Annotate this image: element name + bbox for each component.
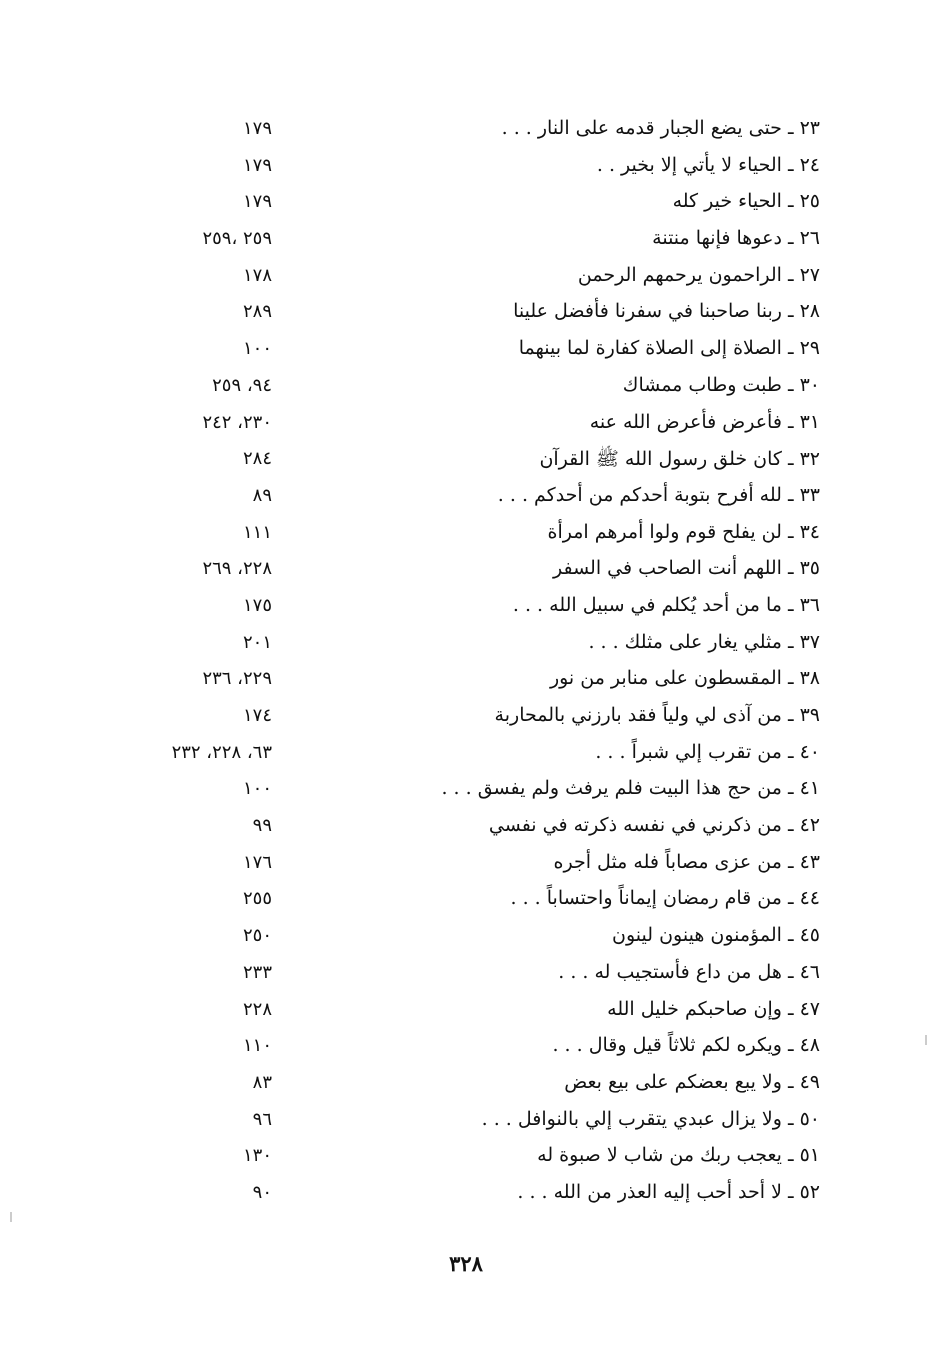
hadith-text: ٤٩ ـ ولا يبع بعضكم على بيع بعض — [564, 1070, 820, 1093]
hadith-text: ٣٣ ـ لله أفرح بتوبة أحدكم من أحدكم . . . — [497, 483, 820, 506]
hadith-text: ٣٧ ـ مثلي يغار على مثلك . . . — [588, 630, 820, 653]
hadith-text: ٤٦ ـ هل من داع فأستجيب له . . . — [558, 960, 820, 983]
index-row — [60, 150, 820, 187]
page-references: ٩٠ — [252, 1181, 272, 1203]
page-references: ١٧٩ — [242, 191, 272, 213]
hadith-text: ٣٢ ـ كان خلق رسول الله ﷺ القرآن — [539, 448, 820, 471]
page-references: ٢٥٠ — [242, 925, 272, 947]
index-list — [60, 113, 820, 1214]
hadith-text: ٥٠ ـ ولا يزال عبدي يتقرب إلي بالنوافل . . . — [481, 1107, 820, 1130]
page-references: ٢٢٩، ٢٣٦ — [202, 668, 272, 690]
index-row — [60, 333, 820, 370]
page-references: ٦٣، ٢٢٨، ٢٣٢ — [171, 741, 272, 763]
index-row — [60, 810, 820, 847]
page-references: ٢٥٩ ،٢٥٩ — [202, 228, 272, 250]
index-row — [60, 517, 820, 554]
page-references: ٢٢٨، ٢٦٩ — [202, 558, 272, 580]
hadith-text: ٢٤ ـ الحياء لا يأتي إلا بخير . . — [596, 153, 820, 176]
page-references: ١١٠ — [242, 1035, 272, 1057]
index-row — [60, 260, 820, 297]
page-references: ٨٣ — [252, 1071, 272, 1093]
page-references: ١١١ — [242, 521, 272, 543]
page-number: ٣٢٨ — [449, 1251, 483, 1276]
hadith-text: ٣٥ ـ اللهم أنت الصاحب في السفر — [553, 557, 820, 580]
hadith-text: ٣٨ ـ المقسطون على منابر من نور — [549, 667, 820, 690]
index-row — [60, 590, 820, 627]
page-references: ٩٤، ٢٥٩ — [212, 374, 272, 396]
scan-mark-left — [10, 1212, 12, 1222]
page-references: ٢٨٤ — [242, 448, 272, 470]
index-row — [60, 480, 820, 517]
hadith-text: ٤٣ ـ من عزى مصاباً فله مثل أجره — [553, 850, 820, 873]
hadith-text: ٢٥ ـ الحياء خير كله — [672, 190, 820, 213]
hadith-text: ٤٧ ـ وإن صاحبكم خليل الله — [607, 997, 820, 1020]
index-row — [60, 1177, 820, 1214]
page-references: ٢٢٨ — [242, 998, 272, 1020]
index-row — [60, 773, 820, 810]
index-row — [60, 113, 820, 150]
page-references: ١٧٨ — [242, 264, 272, 286]
index-row — [60, 627, 820, 664]
page-references: ٢٨٩ — [242, 301, 272, 323]
index-row — [60, 443, 820, 480]
page-references: ٢٠١ — [242, 631, 272, 653]
index-row — [60, 553, 820, 590]
index-row — [60, 920, 820, 957]
hadith-text: ٢٨ ـ ربنا صاحبنا في سفرنا فأفضل علينا — [513, 300, 820, 323]
hadith-text: ٤٨ ـ ويكره لكم ثلاثاً قيل وقال . . . — [552, 1034, 820, 1057]
page-references: ٩٦ — [252, 1108, 272, 1130]
index-row — [60, 1067, 820, 1104]
page-references: ٢٣٣ — [242, 961, 272, 983]
page-references: ١٧٩ — [242, 118, 272, 139]
index-row — [60, 737, 820, 774]
hadith-text: ٥٢ ـ لا أحد أحب إليه العذر من الله . . . — [517, 1180, 820, 1203]
index-row — [60, 407, 820, 444]
hadith-text: ٢٧ ـ الراحمون يرحمهم الرحمن — [577, 263, 820, 286]
page-references: ٢٥٥ — [242, 888, 272, 910]
hadith-text: ٣١ ـ فأعرض فأعرض الله عنه — [589, 410, 820, 433]
index-row — [60, 296, 820, 333]
page-references: ١٧٩ — [242, 154, 272, 176]
hadith-text: ٤١ ـ من حج هذا البيت فلم يرفث ولم يفسق . . . — [441, 777, 820, 800]
index-row — [60, 370, 820, 407]
page-references: ٨٩ — [252, 484, 272, 506]
page-references: ٢٣٠، ٢٤٢ — [202, 411, 272, 433]
page-references: ٩٩ — [252, 815, 272, 837]
page-references: ١٧٤ — [242, 705, 272, 726]
hadith-text: ٤٢ ـ من ذكرني في نفسه ذكرته في نفسي — [488, 814, 820, 837]
index-row — [60, 847, 820, 884]
index-row — [60, 1030, 820, 1067]
page-references: ١٠٠ — [242, 338, 272, 360]
hadith-text: ٥١ ـ يعجب ربك من شاب لا صبوة له — [537, 1144, 820, 1167]
index-row — [60, 1104, 820, 1141]
scan-mark-right — [925, 1035, 927, 1045]
hadith-text: ٣٠ ـ طبت وطاب ممشاك — [622, 373, 820, 396]
index-row — [60, 994, 820, 1031]
page-references: ١٧٥ — [242, 594, 272, 616]
index-row — [60, 700, 820, 737]
hadith-text: ٣٦ ـ ما من أحد يُكلم في سبيل الله . . . — [512, 593, 820, 616]
hadith-text: ٣٩ ـ من آذى لي ولياً فقد بارزني بالمحاربة — [494, 704, 820, 726]
index-row — [60, 186, 820, 223]
index-row — [60, 957, 820, 994]
hadith-text: ٤٥ ـ المؤمنون هينون لينون — [612, 924, 820, 947]
index-row — [60, 883, 820, 920]
page-references: ١٧٦ — [242, 851, 272, 873]
hadith-text: ٢٦ ـ دعوها فإنها منتنة — [652, 227, 820, 250]
index-row — [60, 223, 820, 260]
hadith-text: ٤٤ ـ من قام رمضان إيماناً واحتساباً . . . — [510, 887, 820, 910]
hadith-text: ٤٠ ـ من تقرب إلي شبراً . . . — [595, 740, 820, 763]
index-row — [60, 1140, 820, 1177]
hadith-text: ٣٤ ـ لن يفلح قوم ولوا أمرهم امرأة — [547, 520, 820, 543]
index-row — [60, 663, 820, 700]
hadith-text: ٢٣ ـ حتى يضع الجبار قدمه على النار . . . — [501, 117, 820, 139]
page-references: ١٣٠ — [242, 1145, 272, 1167]
page-references: ١٠٠ — [242, 778, 272, 800]
hadith-text: ٢٩ ـ الصلاة إلى الصلاة كفارة لما بينهما — [518, 337, 820, 360]
